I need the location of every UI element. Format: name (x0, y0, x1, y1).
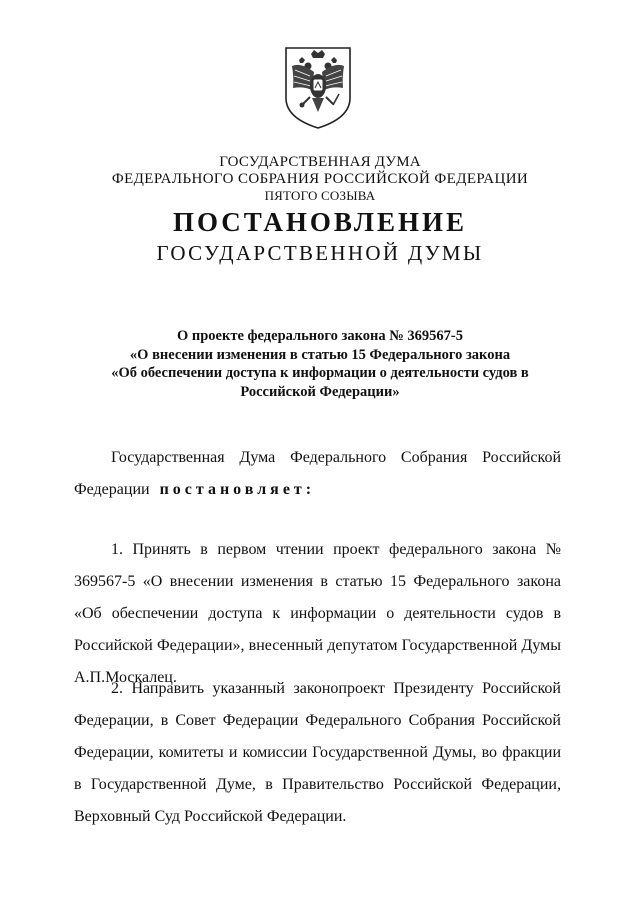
subject-line: Российской Федерации» (240, 383, 400, 400)
intro-text: Государственная Дума Федерального Собрания Российской Федерации (74, 449, 561, 498)
document-type-title: ПОСТАНОВЛЕНИЕ (172, 207, 468, 237)
subject-line: «Об обеспечении доступа к информации о деятельности судов в (111, 365, 529, 381)
convocation: ПЯТОГО СОЗЫВА (264, 188, 376, 203)
resolution-verb: постановляет: (159, 481, 316, 498)
paragraph-1: 1. Принять в первом чтении проект федерального закона № 369567-5 «О внесении изменения в статью 15 Федерального закона «Об обеспечении доступа к информации о деятельности судов в Российской Федерации», внесенный депутатом Государственной Думы А.П.Москалец. (74, 541, 561, 686)
organization-parent: ФЕДЕРАЛЬНОГО СОБРАНИЯ РОССИЙСКОЙ ФЕДЕРАЦИИ (111, 171, 529, 187)
russian-double-headed-eagle-icon (281, 42, 355, 130)
document-issuer: ГОСУДАРСТВЕННОЙ ДУМЫ (156, 241, 484, 265)
document-subject (0, 327, 640, 401)
paragraph-2: 2. Направить указанный законопроект Президенту Российской Федерации, в Совет Федерации Федерального Собрания Российской Федерации, комитеты и комиссии Государственной Думы, во фракции в Государственной Думе, в Правительство Российской Федерации, Верховный Суд Российской Федерации. (74, 680, 561, 825)
subject-line: «О внесении изменения в статью 15 Федерального закона (129, 346, 511, 363)
intro-paragraph (74, 442, 561, 506)
organization-name: ГОСУДАРСТВЕННАЯ ДУМА (219, 154, 421, 170)
subject-line: О проекте федерального закона № 369567-5 (176, 328, 464, 344)
